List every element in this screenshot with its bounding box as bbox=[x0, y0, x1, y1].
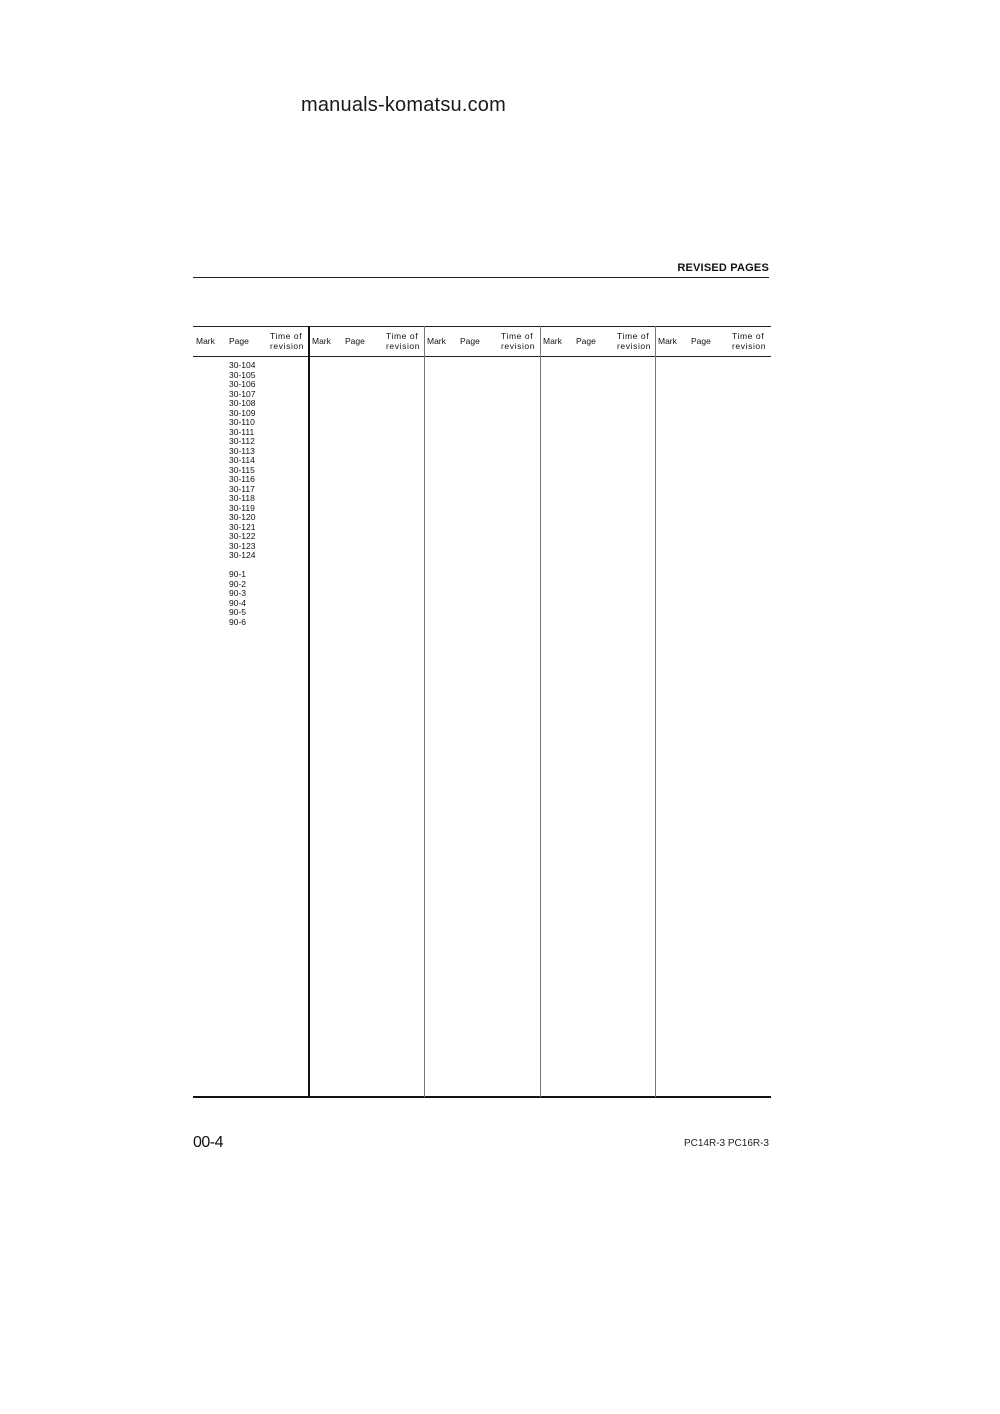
header-time-line1: Time of bbox=[617, 331, 650, 341]
header-time-line1: Time of bbox=[386, 331, 419, 341]
page-entry: 30-110 bbox=[229, 417, 255, 427]
page-entry: 90-1 bbox=[229, 569, 247, 579]
header-time-of-revision bbox=[270, 331, 304, 351]
column-group-4 bbox=[540, 326, 655, 356]
watermark-text: manuals-komatsu.com bbox=[301, 94, 506, 116]
header-time-line1: Time of bbox=[732, 331, 765, 341]
page-entry: 90-4 bbox=[229, 597, 247, 608]
header-mark: Mark bbox=[658, 336, 677, 346]
page-entry: 30-105 bbox=[229, 369, 256, 380]
header-time-of-revision bbox=[732, 331, 766, 351]
footer-model-names: PC14R-3 PC16R-3 bbox=[683, 1138, 769, 1149]
header-mark: Mark bbox=[312, 336, 331, 346]
header-time-of-revision bbox=[386, 331, 420, 351]
header-page: Page bbox=[229, 336, 249, 346]
header-time-line2: revision bbox=[386, 341, 421, 351]
page-entry: 30-104 bbox=[229, 360, 256, 370]
header-time-line2: revision bbox=[501, 341, 536, 351]
page-entry: 30-109 bbox=[229, 407, 256, 418]
page-entry: 30-120 bbox=[229, 512, 256, 522]
header-time-of-revision bbox=[501, 331, 535, 351]
section-title: REVISED PAGES bbox=[677, 262, 769, 274]
header-mark: Mark bbox=[543, 336, 562, 346]
page-entry: 90-6 bbox=[229, 616, 247, 627]
header-page: Page bbox=[460, 336, 480, 346]
header-page: Page bbox=[691, 336, 711, 346]
page-entry: 30-108 bbox=[229, 398, 256, 408]
header-time-line1: Time of bbox=[270, 331, 303, 341]
page-entry: 30-116 bbox=[229, 474, 255, 484]
page-entry: 30-115 bbox=[229, 464, 255, 475]
column-group-1 bbox=[193, 326, 308, 356]
page-entry: 30-117 bbox=[229, 483, 255, 494]
page-entry: 30-114 bbox=[229, 455, 255, 465]
header-page: Page bbox=[345, 336, 365, 346]
header-time-line2: revision bbox=[270, 341, 305, 351]
table-bottom-rule bbox=[193, 1096, 771, 1098]
revised-pages-table bbox=[193, 326, 771, 1097]
header-mark: Mark bbox=[196, 336, 215, 346]
column-divider bbox=[540, 326, 541, 1097]
page-entry: 30-118 bbox=[229, 493, 255, 503]
column-divider bbox=[308, 326, 310, 1097]
column-group-2 bbox=[309, 326, 424, 356]
header-time-line2: revision bbox=[732, 341, 767, 351]
page-entry: 30-111 bbox=[229, 426, 255, 437]
page-entry: 30-106 bbox=[229, 379, 256, 389]
column-group-5 bbox=[655, 326, 770, 356]
header-page: Page bbox=[576, 336, 596, 346]
page-entry: 30-124 bbox=[229, 550, 256, 560]
column-group-3 bbox=[424, 326, 539, 356]
page-entry: 30-119 bbox=[229, 502, 255, 513]
header-time-line2: revision bbox=[617, 341, 652, 351]
page-entry: 90-3 bbox=[229, 588, 247, 598]
header-time-line1: Time of bbox=[501, 331, 534, 341]
page-list bbox=[229, 361, 255, 627]
title-divider bbox=[193, 277, 769, 278]
table-header-rule bbox=[193, 356, 771, 357]
page-entry: 90-2 bbox=[229, 578, 247, 589]
header-time-of-revision bbox=[617, 331, 651, 351]
column-divider bbox=[655, 326, 656, 1097]
footer-page-number: 00-4 bbox=[193, 1134, 224, 1151]
page-entry: 30-107 bbox=[229, 388, 256, 399]
page-entry: 90-5 bbox=[229, 607, 247, 617]
page-entry: 30-113 bbox=[229, 445, 255, 456]
page-entry: 30-112 bbox=[229, 436, 255, 446]
column-divider bbox=[424, 326, 425, 1097]
page-entry: 30-122 bbox=[229, 531, 256, 541]
page-entry: 30-123 bbox=[229, 540, 256, 551]
header-mark: Mark bbox=[427, 336, 446, 346]
page-entry: 30-121 bbox=[229, 521, 256, 532]
